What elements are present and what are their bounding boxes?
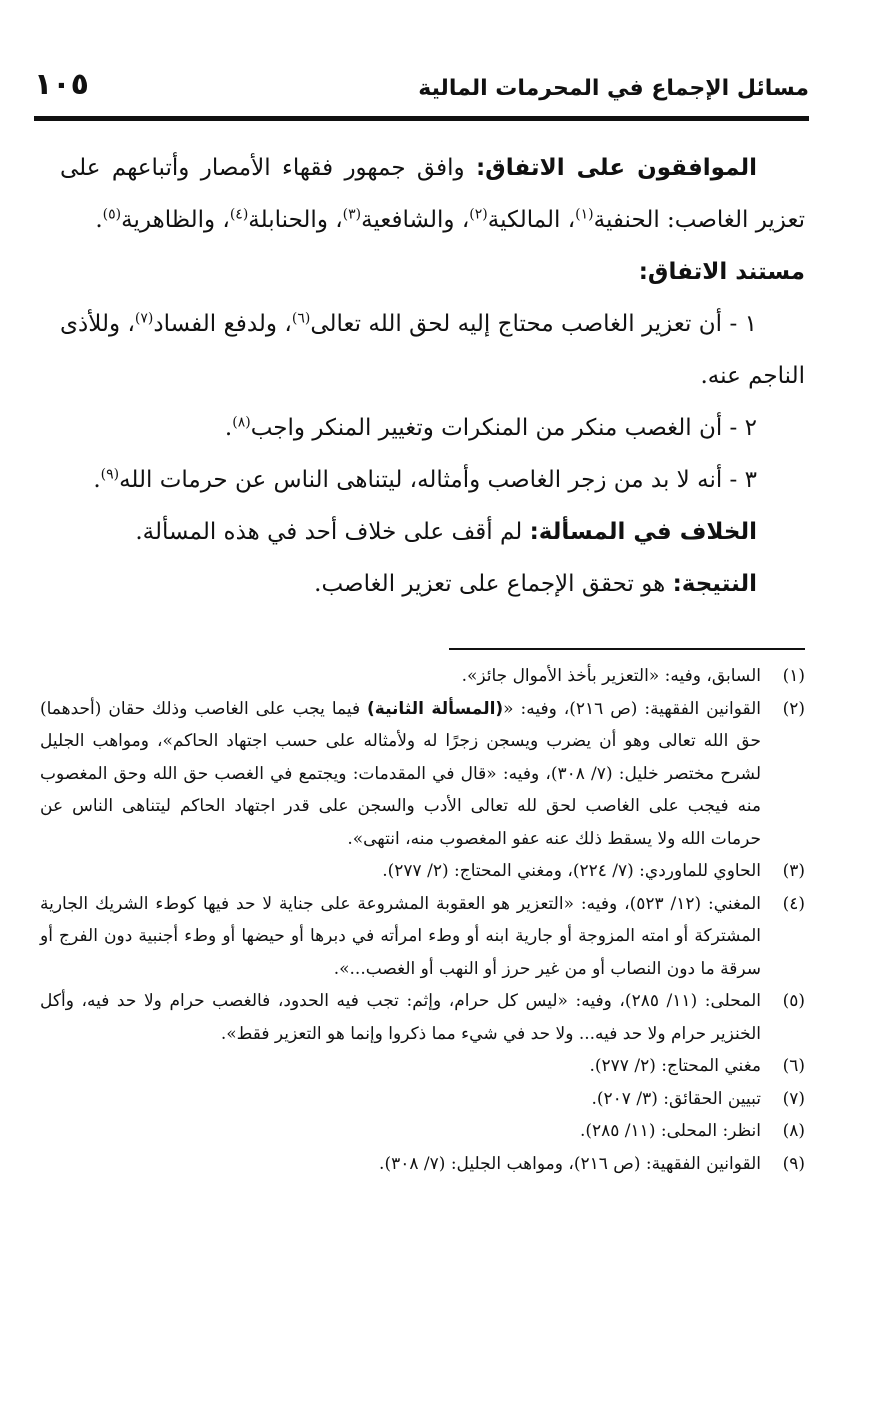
footnote-7 bbox=[40, 1083, 805, 1116]
footnote-bold: (المسألة الثانية) bbox=[367, 698, 504, 719]
page-header bbox=[34, 60, 809, 120]
agreement-text-5: ، والظاهرية bbox=[121, 207, 230, 233]
result-paragraph bbox=[60, 558, 805, 610]
footnote-number: (٩) bbox=[782, 1153, 805, 1174]
footnote-separator bbox=[449, 648, 805, 650]
footnote-5 bbox=[40, 985, 805, 1050]
footnote-1 bbox=[40, 660, 805, 693]
dispute-label: الخلاف في المسألة: bbox=[529, 519, 757, 545]
agreement-text: وافق جمهور فقهاء الأمصار وأتباعهم على تعزير الغاصب: الحنفية bbox=[60, 155, 805, 233]
basis-point-1 bbox=[60, 298, 805, 402]
footnote-number: (٢) bbox=[782, 698, 805, 719]
footnote-text-a: تبيين الحقائق: (٣/ ٢٠٧). bbox=[591, 1088, 761, 1109]
footnote-text-a: القوانين الفقهية: (ص ٢١٦)، ومواهب الجليل: (٧/ ٣٠٨). bbox=[379, 1153, 761, 1174]
footnote-ref-7[interactable]: (٧) bbox=[134, 310, 154, 327]
footnote-text bbox=[40, 888, 761, 986]
point-2-text: ٢ - أن الغصب منكر من المنكرات وتغيير المنكر واجب bbox=[250, 415, 757, 441]
footnote-number: (٨) bbox=[782, 1121, 805, 1141]
footnote-number: (٦) bbox=[782, 1056, 805, 1076]
footnote-text-a: السابق، وفيه: «التعزير بأخذ الأموال جائز». bbox=[461, 666, 761, 686]
agreement-text-4: ، والحنابلة bbox=[248, 207, 343, 233]
footnote-ref-4[interactable]: (٤) bbox=[229, 206, 249, 223]
result-text: هو تحقق الإجماع على تعزير الغاصب. bbox=[314, 571, 673, 597]
footnote-ref-6[interactable]: (٦) bbox=[291, 310, 311, 327]
footnote-number: (٧) bbox=[782, 1088, 805, 1109]
footnote-9 bbox=[40, 1148, 805, 1181]
header-rule bbox=[34, 116, 809, 121]
footnote-2 bbox=[40, 693, 805, 856]
footnote-ref-1[interactable]: (١) bbox=[575, 206, 594, 223]
footnote-number: (٣) bbox=[782, 861, 805, 881]
dispute-paragraph bbox=[60, 506, 805, 558]
footnote-ref-8[interactable]: (٨) bbox=[232, 414, 251, 431]
footnote-text bbox=[40, 855, 761, 888]
footnote-8 bbox=[40, 1115, 805, 1148]
footnote-text-a: القوانين الفقهية: (ص ٢١٦)، وفيه: « bbox=[503, 698, 761, 719]
footnote-text-a: مغني المحتاج: (٢/ ٢٧٧). bbox=[589, 1056, 761, 1076]
point-1-text-2: ، ولدفع الفساد bbox=[153, 311, 292, 337]
footnote-text-a: المحلى: (١١/ ٢٨٥)، وفيه: «ليس كل حرام، وإثم: تجب فيه الحدود، فالغصب حرام ولا حد فيه، وأكل الخنزير حرام ولا حد فيه... ولا حد في شيء مما ذكروا وإنما هو التعزير فقط». bbox=[40, 991, 762, 1044]
basis-point-2 bbox=[60, 402, 805, 454]
footnote-4 bbox=[40, 888, 805, 986]
basis-point-3 bbox=[60, 454, 805, 506]
footnote-text bbox=[40, 1083, 761, 1116]
footnotes bbox=[40, 660, 805, 1180]
footnote-number: (٥) bbox=[782, 991, 805, 1011]
footnote-ref-9[interactable]: (٩) bbox=[100, 466, 120, 483]
agreement-label: الموافقون على الاتفاق: bbox=[475, 155, 758, 181]
footnote-text bbox=[40, 693, 761, 856]
footnote-number: (٤) bbox=[782, 893, 805, 914]
point-3-text-2: . bbox=[93, 467, 101, 493]
agreement-paragraph bbox=[60, 142, 805, 246]
footnote-ref-5[interactable]: (٥) bbox=[102, 206, 122, 223]
page-number: ١٠٥ bbox=[34, 67, 89, 102]
footnote-text bbox=[40, 1148, 761, 1181]
footnote-text-a: المغني: (١٢/ ٥٢٣)، وفيه: «التعزير هو العقوبة المشروعة على جناية لا حد فيها كوطء الشريك الجارية المشتركة أو امته المزوجة أو جارية ابنه أو وطء امرأته في دبرها أو حيضها أو وطء أجنبية دون الفرج أو سرقة ما دون النصاب أو من غير حرز أو النهب أو الغصب...». bbox=[40, 893, 761, 979]
footnote-text bbox=[40, 1115, 761, 1148]
agreement-text-6: . bbox=[95, 207, 103, 233]
point-3-text: ٣ - أنه لا بد من زجر الغاصب وأمثاله، ليتناهى الناس عن حرمات الله bbox=[119, 467, 757, 493]
point-2-text-2: . bbox=[224, 415, 233, 441]
footnote-number: (١) bbox=[782, 666, 805, 686]
footnote-6 bbox=[40, 1050, 805, 1083]
footnote-text bbox=[40, 1050, 761, 1083]
basis-heading bbox=[60, 246, 805, 298]
footnote-text bbox=[40, 985, 761, 1050]
footnote-3 bbox=[40, 855, 805, 888]
dispute-text: لم أقف على خلاف أحد في هذه المسألة. bbox=[135, 519, 530, 545]
point-1-text-3: ، وللأذى الناجم عنه. bbox=[60, 311, 805, 389]
result-label: النتيجة: bbox=[672, 571, 757, 597]
agreement-text-2: ، المالكية bbox=[487, 207, 576, 233]
footnote-text-a: انظر: المحلى: (١١/ ٢٨٥). bbox=[579, 1121, 761, 1141]
footnote-ref-2[interactable]: (٢) bbox=[469, 206, 488, 223]
main-text bbox=[60, 142, 805, 610]
running-title: مسائل الإجماع في المحرمات المالية bbox=[418, 76, 809, 101]
footnote-text-b: فيما يجب على الغاصب وذلك حقان (أحدهما) حق الله تعالى وهو أن يضرب ويسجن زجرًا له ولأمثاله على حسب اجتهاد الحاكم»، ومواهب الجليل لشرح مختصر خليل: (٧/ ٣٠٨)، وفيه: «قال في المقدمات: ويجتمع في الغصب حق الله وحق المغصوب منه فيجب على الغاصب لحق لله تعالى الأدب والسجن على قدر اجتهاد الحاكم ليتناهى الناس عن حرمات الله ولا يسقط ذلك عنه عفو المغصوب منه، انتهى». bbox=[40, 698, 762, 849]
point-1-text: ١ - أن تعزير الغاصب محتاج إليه لحق الله تعالى bbox=[310, 311, 757, 337]
footnote-text-a: الحاوي للماوردي: (٧/ ٢٢٤)، ومغني المحتاج: (٢/ ٢٧٧). bbox=[382, 861, 761, 881]
agreement-text-3: ، والشافعية bbox=[361, 207, 470, 233]
footnote-ref-3[interactable]: (٣) bbox=[342, 206, 362, 223]
footnote-text bbox=[40, 660, 761, 693]
basis-label: مستند الاتفاق: bbox=[638, 259, 805, 285]
